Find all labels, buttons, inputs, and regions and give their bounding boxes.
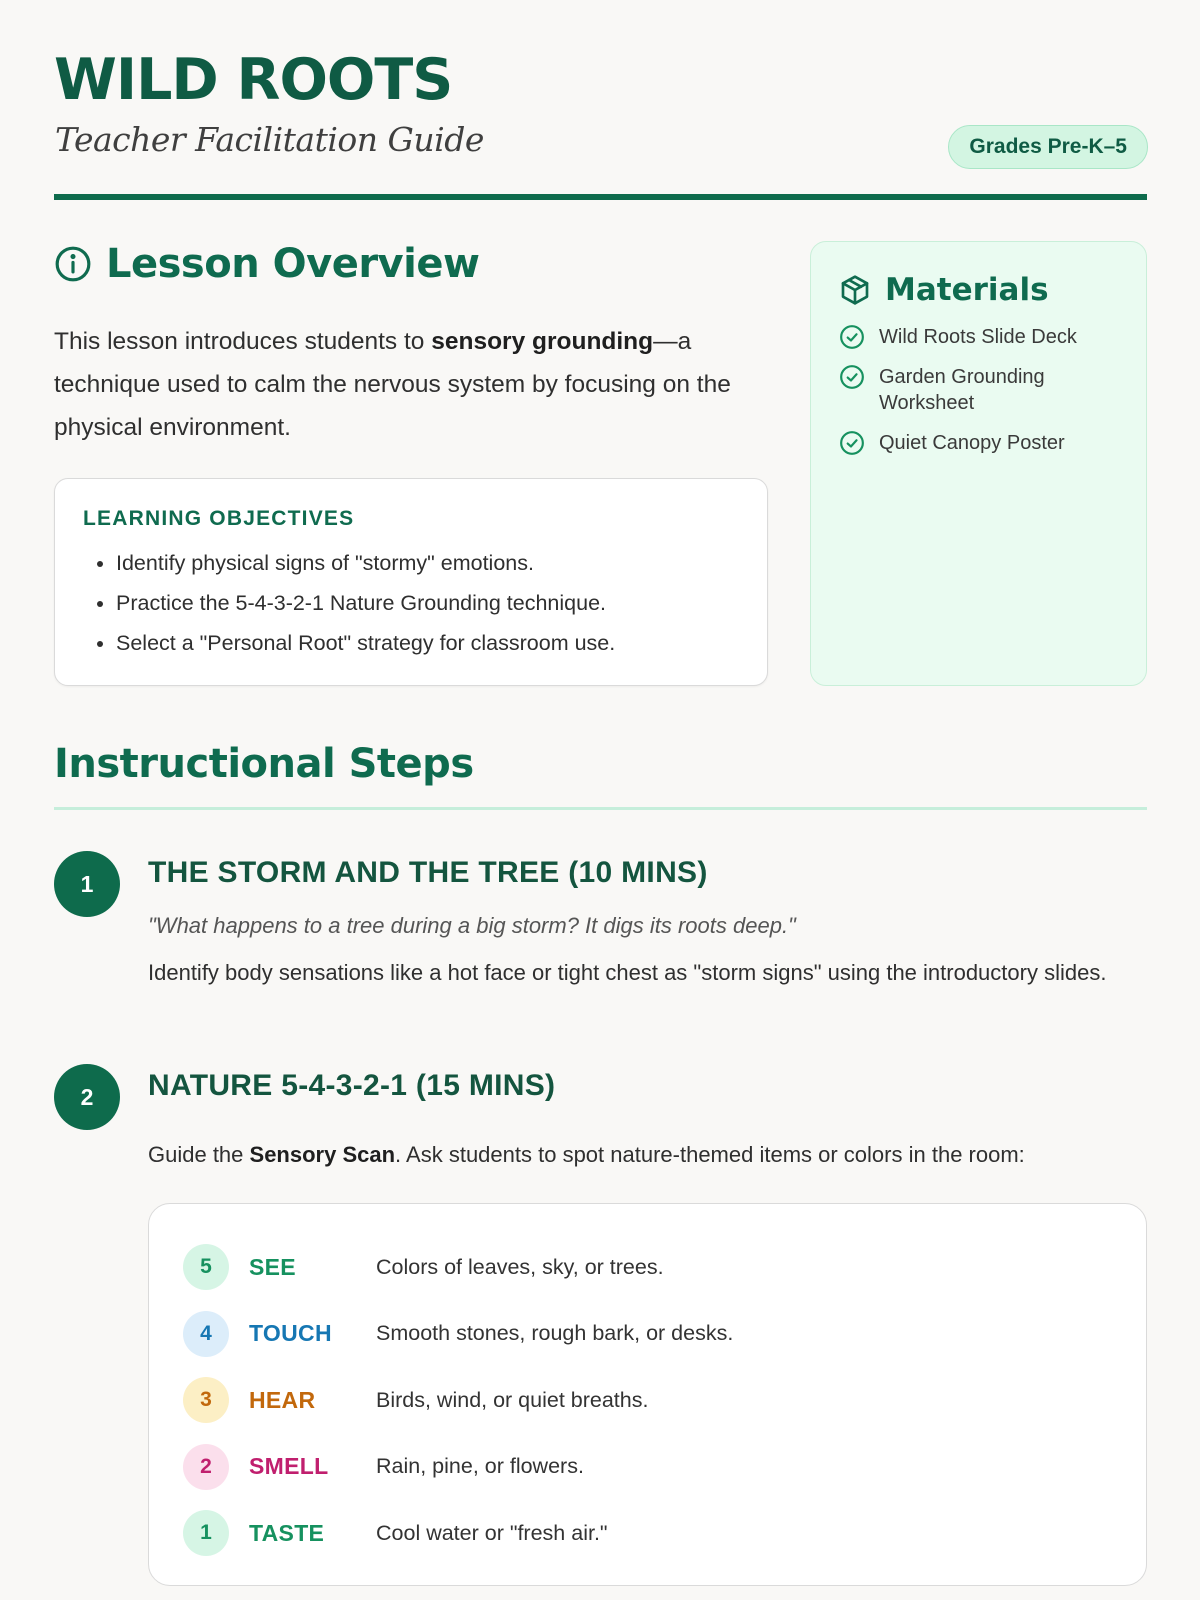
sensory-scan-row (183, 1434, 1146, 1501)
intro-text-end: —a technique used to calm the nervous system by focusing on the physical environment. (54, 328, 731, 441)
check-circle-icon (839, 430, 865, 456)
material-item-label: Garden Grounding Worksheet (879, 366, 1045, 414)
material-item (839, 364, 1118, 416)
brand-title: WILD ROOTS (54, 47, 453, 113)
steps-divider (54, 807, 1147, 810)
header-divider (54, 194, 1147, 200)
sense-label: SEE (249, 1253, 296, 1280)
step-title: THE STORM AND THE TREE (10 MINS) (148, 856, 708, 889)
check-circle-icon (839, 324, 865, 350)
materials-header (839, 272, 1118, 308)
lesson-overview-header (54, 241, 480, 287)
learning-objectives-label: LEARNING OBJECTIVES (83, 507, 355, 530)
step-number-badge: 2 (54, 1064, 120, 1130)
sense-label: SMELL (249, 1453, 329, 1480)
grade-level-badge: Grades Pre-K–5 (948, 125, 1148, 169)
step-text-end: . Ask students to spot nature-themed items or colors in the room: (395, 1142, 1025, 1167)
sense-description: Rain, pine, or flowers. (376, 1454, 584, 1479)
objective-item: • Identify physical signs of "stormy" emotions. (116, 543, 741, 583)
guide-subtitle: Teacher Facilitation Guide (55, 120, 484, 159)
sense-description: Birds, wind, or quiet breaths. (376, 1387, 649, 1412)
intro-text-start: This lesson introduces students to (54, 328, 432, 355)
step-description: Identify body sensations like a hot face or tight chest as "storm signs" using the introductory slides. (148, 960, 1107, 985)
sensory-scan-row (183, 1367, 1146, 1434)
sense-label: TOUCH (249, 1320, 332, 1347)
materials-card (810, 241, 1147, 686)
sense-count-badge: 2 (183, 1444, 229, 1490)
step-description (148, 1138, 1148, 1171)
step-title: NATURE 5-4-3-2-1 (15 MINS) (148, 1069, 556, 1102)
step-number-badge: 1 (54, 851, 120, 917)
materials-list (839, 324, 1118, 456)
sensory-scan-row (183, 1301, 1146, 1368)
instructional-steps-header (54, 741, 474, 787)
step-quote: "What happens to a tree during a big storm? It digs its roots deep." (148, 913, 796, 938)
check-circle-icon (839, 364, 865, 390)
sense-description: Colors of leaves, sky, or trees. (376, 1254, 664, 1279)
info-circle-icon (54, 245, 92, 283)
intro-text-emphasis: sensory grounding (431, 328, 654, 355)
material-item (839, 430, 1118, 456)
lesson-overview-intro (54, 320, 774, 449)
learning-objectives-list (83, 543, 741, 663)
sensory-scan-card (148, 1203, 1147, 1586)
sense-count-badge: 4 (183, 1311, 229, 1357)
instructional-steps-heading: Instructional Steps (54, 741, 474, 787)
material-item-label: Wild Roots Slide Deck (879, 326, 1077, 348)
objective-item: • Practice the 5-4-3-2-1 Nature Grounding technique. (116, 583, 741, 623)
sense-count-badge: 5 (183, 1244, 229, 1290)
step-text-emphasis: Sensory Scan (249, 1142, 396, 1167)
sense-label: HEAR (249, 1386, 316, 1413)
learning-objectives-card (54, 478, 768, 686)
sensory-scan-row (183, 1234, 1146, 1301)
sense-label: TASTE (249, 1519, 325, 1546)
materials-heading: Materials (885, 272, 1049, 308)
objective-item: • Select a "Personal Root" strategy for classroom use. (116, 623, 741, 663)
step-text-start: Guide the (148, 1142, 250, 1167)
material-item (839, 324, 1118, 350)
sense-count-badge: 1 (183, 1510, 229, 1556)
sense-description: Smooth stones, rough bark, or desks. (376, 1321, 734, 1346)
material-item-label: Quiet Canopy Poster (879, 432, 1065, 454)
lesson-overview-heading: Lesson Overview (106, 241, 480, 287)
package-icon (839, 274, 871, 306)
sense-description: Cool water or "fresh air." (376, 1520, 608, 1545)
sensory-scan-row (183, 1500, 1146, 1567)
sense-count-badge: 3 (183, 1377, 229, 1423)
